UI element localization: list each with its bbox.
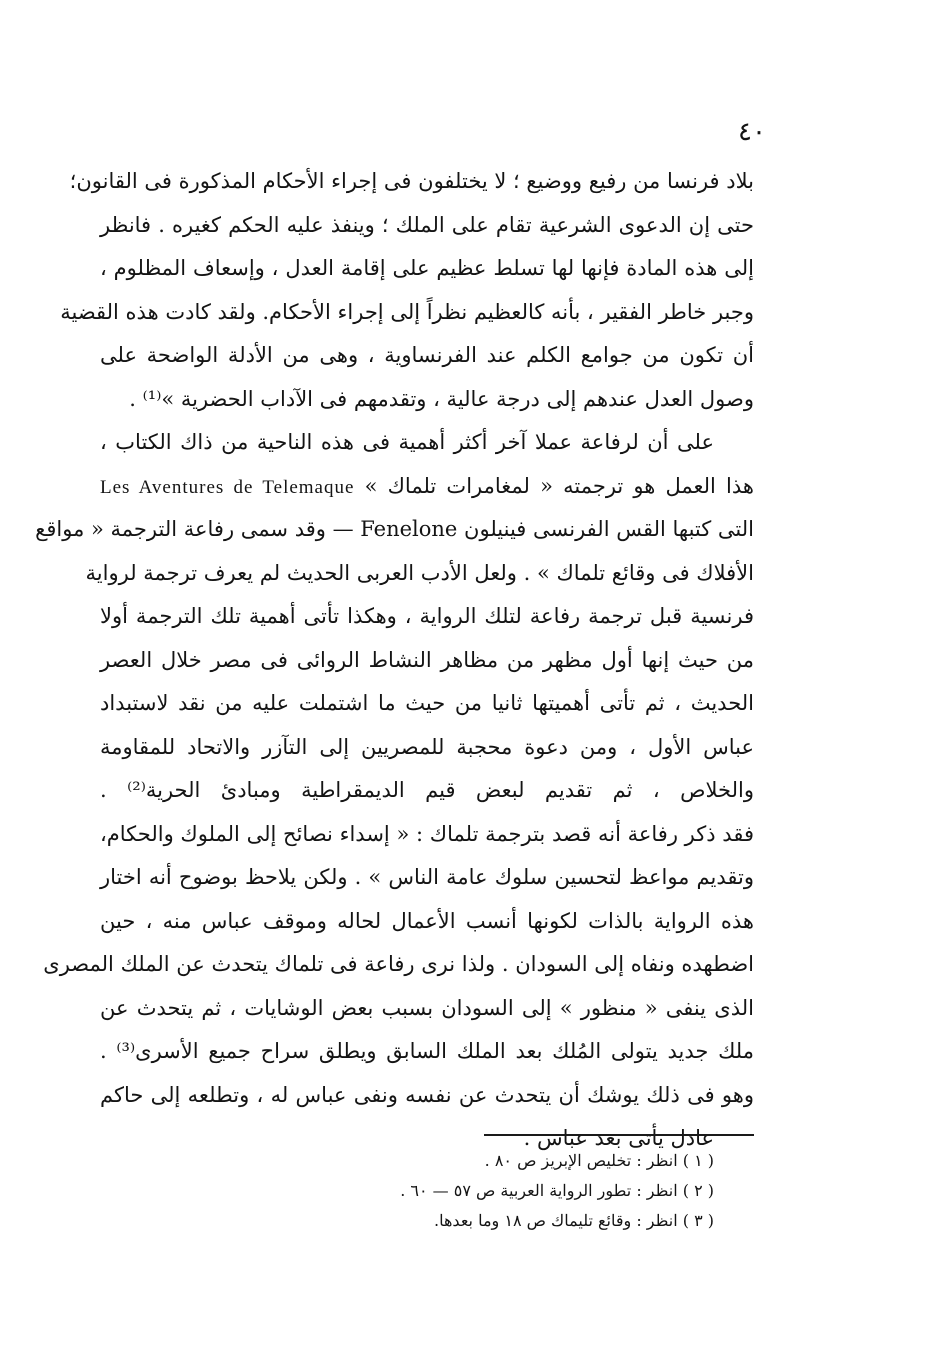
text-line-with-latin-title bbox=[100, 465, 754, 509]
text-line: بلاد فرنسا من رفيع ووضيع ؛ لا يختلفون فى إجراء الأحكام المذكورة فى القانون؛ bbox=[69, 169, 754, 193]
text-line: التى كتبها القس الفرنسى فينيلون Fenelone — وقد سمى رفاعة الترجمة « مواقع bbox=[35, 517, 754, 541]
text-line: وصول العدل عندهم إلى درجة عالية ، وتقدمهم فى الآداب الحضرية »⁽¹⁾ . bbox=[129, 386, 754, 411]
text-line: اضطهده ونفاه إلى السودان . ولذا نرى رفاعة فى تلماك يتحدث عن الملك المصرى bbox=[43, 952, 754, 976]
text-line: إلى هذه المادة فإنها لها تسلط عظيم على إقامة العدل ، وإسعاف المظلوم ، bbox=[100, 256, 754, 280]
text-line: فقد ذكر رفاعة أنه قصد بترجمة تلماك : « إسداء نصائح إلى الملوك والحكام، bbox=[100, 821, 754, 846]
text-line: وجبر خاطر الفقير ، بأنه كالعظيم نظراً إلى إجراء الأحكام. ولقد كادت هذه القضية bbox=[60, 299, 754, 324]
text-line: الأفلاك فى وقائع تلماك » . ولعل الأدب العربى الحديث لم يعرف ترجمة لرواية bbox=[85, 560, 754, 585]
footnotes bbox=[300, 1146, 714, 1236]
footnote-divider bbox=[484, 1134, 754, 1136]
text-line: الذى ينفى « منظور » إلى السودان بسبب بعض الوشايات ، ثم يتحدث عن bbox=[100, 995, 754, 1020]
text-line: أن تكون من جوامع الكلم عند الفرنساوية ، وهى من الأدلة الواضحة على bbox=[100, 343, 754, 367]
text-line: وتقديم مواعظ لتحسين سلوك عامة الناس » . ولكن يلاحظ بوضوح أنه اختار bbox=[100, 865, 754, 889]
text-line: ملك جديد يتولى المُلك بعد الملك السابق ويطلق سراح جميع الأسرى⁽³⁾ . bbox=[100, 1039, 754, 1063]
text-line-arabic: هذا العمل هو ترجمته « لمغامرات تلماك » bbox=[364, 473, 754, 498]
text-line: والخلاص ، ثم تقديم لبعض قيم الديمقراطية ومبادئ الحرية⁽²⁾ . bbox=[100, 778, 754, 802]
body-text bbox=[35, 160, 754, 1161]
text-line: فرنسية قبل ترجمة رفاعة لتلك الرواية ، وهكذا تأتى أهمية تلك الترجمة أولا bbox=[100, 604, 754, 628]
text-line: على أن لرفاعة عملا آخر أكثر أهمية فى هذه الناحية من ذاك الكتاب ، bbox=[100, 430, 714, 454]
text-line: الحديث ، ثم تأتى أهميتها ثانيا من حيث ما اشتملت عليه من نقد لاستبداد bbox=[100, 691, 754, 715]
latin-book-title: Les Aventures de Telemaque bbox=[100, 476, 355, 498]
footnote: ( ٣ ) انظر : وقائع تليماك ص ١٨ وما بعدها. bbox=[434, 1211, 714, 1230]
text-line: من حيث إنها أول مظهر من مظاهر النشاط الروائى فى مصر خلال العصر bbox=[100, 647, 754, 672]
text-line: عباس الأول ، ومن دعوة محجبة للمصريين إلى التآزر والاتحاد للمقاومة bbox=[100, 734, 754, 759]
footnote: ( ٢ ) انظر : تطور الرواية العربية ص ٥٧ — ٦٠ . bbox=[400, 1181, 714, 1200]
page-number: ٤٠ bbox=[738, 117, 766, 147]
text-line: عادل يأتى بعد عباس . bbox=[523, 1126, 714, 1150]
text-line: وهو فى ذلك يوشك أن يتحدث عن نفسه ونفى عباس له ، وتطلعه إلى حاكم bbox=[100, 1082, 754, 1107]
text-line: حتى إن الدعوى الشرعية تقام على الملك ؛ وينفذ عليه الحكم كغيره . فانظر bbox=[100, 212, 754, 237]
text-line: هذه الرواية بالذات لكونها أنسب الأعمال لحاله وموقف عباس منه ، حين bbox=[100, 908, 754, 933]
footnote: ( ١ ) انظر : تخليص الإبريز ص ٨٠ . bbox=[484, 1151, 714, 1170]
